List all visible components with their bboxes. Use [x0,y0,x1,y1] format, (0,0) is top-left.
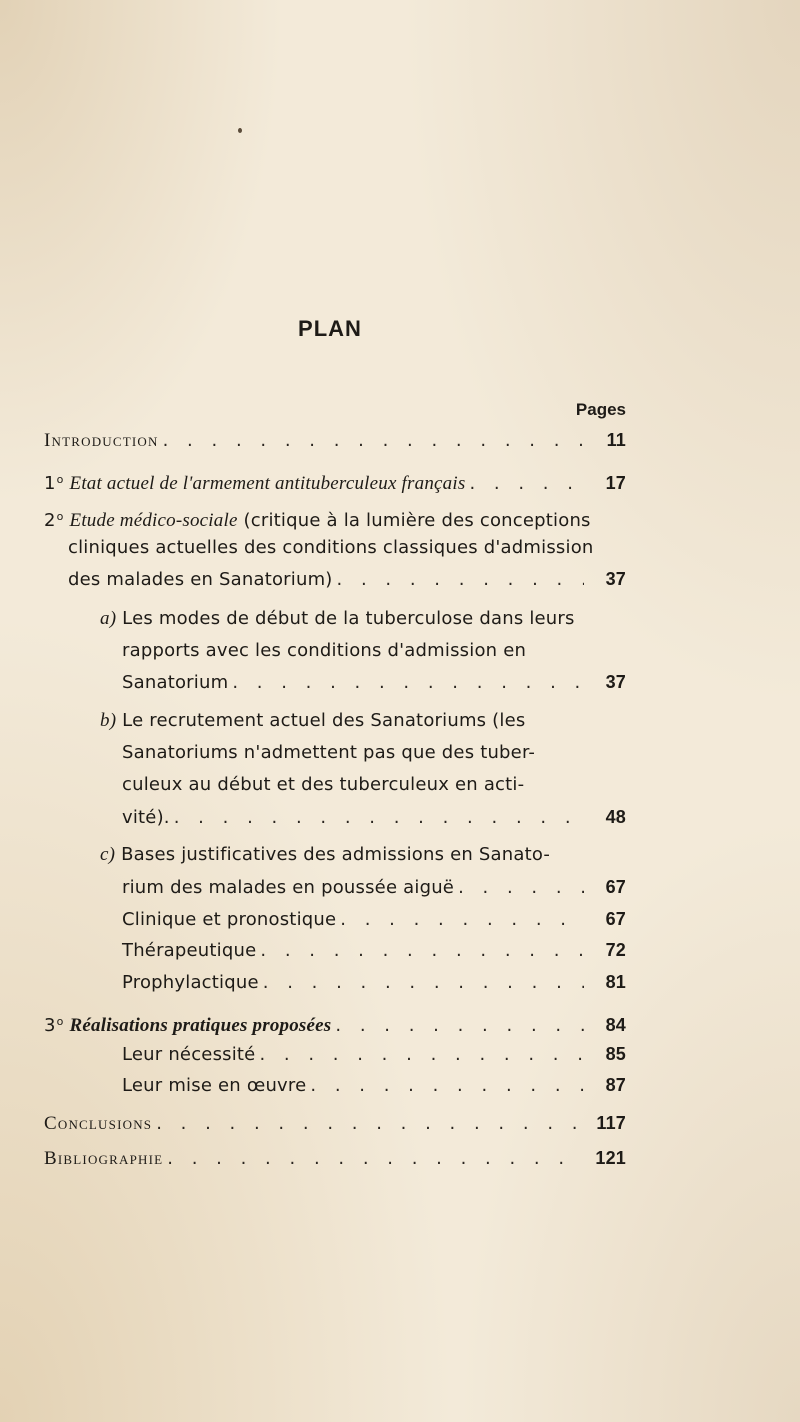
toc-entry-title: Clinique et pronostique [122,909,337,930]
toc-page-number: 87 [605,1075,626,1095]
leader-dots [454,873,584,903]
toc-entry-conclusions [44,1108,626,1138]
toc-entry-title: vité). [122,807,170,828]
leader-dots [333,565,584,595]
toc-entry-introduction [44,425,626,455]
toc-entry-c-line-1: c) Bases justificatives des admissions en Sanato- [100,844,551,865]
toc-page-number: 48 [605,807,626,827]
toc-entry-a [122,667,626,697]
toc-page-number: 37 [605,672,626,692]
toc-entry-3 [44,1007,626,1037]
toc-page-number: 37 [605,569,626,589]
toc-entry-title: des malades en Sanatorium) [68,569,333,590]
toc-entry-title: Thérapeutique [122,940,257,961]
toc-entry-b-line-1: b) Le recrutement actuel des Sanatoriums (les [100,710,526,731]
toc-entry-a-line-2: rapports avec les conditions d'admission en [122,640,527,661]
toc-page-number: 11 [606,430,626,450]
toc-page-number: 121 [595,1148,626,1168]
toc-entry-title: Réalisations pratiques proposées [69,1015,332,1036]
toc-entry-title: Leur mise en œuvre [122,1075,307,1096]
leader-dots [159,426,584,456]
toc-entry-a-line-1: a) Les modes de début de la tuberculose dans leurs [100,608,575,629]
toc-entry-title: Etat actuel de l'armement antituberculeux français [69,473,466,494]
leader-dots [331,1011,584,1041]
toc-page-number: 72 [605,940,626,960]
toc-entry-clinique [122,904,626,934]
leader-dots [228,668,584,698]
toc-entry-therapeutique [122,935,626,965]
toc-entry-title: Introduction [44,430,159,451]
toc-entry-bibliographie [44,1143,626,1173]
toc-entry-b-line-3: culeux au début et des tuberculeux en acti- [122,774,525,795]
leader-dots [259,968,584,998]
toc-entry-title: Prophylactique [122,972,259,993]
toc-entry-title: Leur nécessité [122,1044,256,1065]
toc-entry-c [122,872,626,902]
leader-dots [163,1144,584,1174]
toc-entry-2 [68,564,626,594]
toc-entry-number: 3$^o$ [44,1015,64,1036]
leader-dots [152,1109,584,1139]
paper-speck [238,128,242,133]
toc-entry-necessite [122,1039,626,1069]
toc-entry-title: rium des malades en poussée aiguë [122,877,455,898]
leader-dots [256,936,584,966]
toc-entry-title: Etude médico-sociale [69,510,238,531]
toc-entry-title: Sanatorium [122,672,229,693]
toc-page-number: 85 [605,1044,626,1064]
toc-page-number: 17 [605,473,626,493]
leader-dots [255,1040,584,1070]
toc-page-number: 81 [605,972,626,992]
toc-entry-number: 1$^o$ [44,473,64,494]
page-title: PLAN [298,316,362,341]
toc-page-number: 84 [605,1015,626,1035]
toc-entry-title: Bibliographie [44,1148,164,1169]
toc-page-number: 67 [605,909,626,929]
toc-entry-mise-en-oeuvre [122,1070,626,1100]
toc-entry-b-line-2: Sanatoriums n'admettent pas que des tuber- [122,742,536,763]
pages-column-header: Pages [575,400,626,419]
leader-dots [306,1071,584,1101]
toc-entry-title: Conclusions [44,1113,153,1134]
toc-entry-2-line-2: cliniques actuelles des conditions classiques d'admission [68,537,594,558]
toc-entry-2-line-1: 2$^o$ Etude médico-sociale (critique à la lumière des conceptions [44,510,591,531]
toc-entry-b [122,802,626,832]
toc-page-number: 117 [596,1113,626,1133]
leader-dots [336,905,584,935]
toc-entry-prophylactique [122,967,626,997]
leader-dots [465,469,584,499]
toc-page-number: 67 [605,877,626,897]
toc-entry-1 [44,465,626,495]
leader-dots [170,803,584,833]
